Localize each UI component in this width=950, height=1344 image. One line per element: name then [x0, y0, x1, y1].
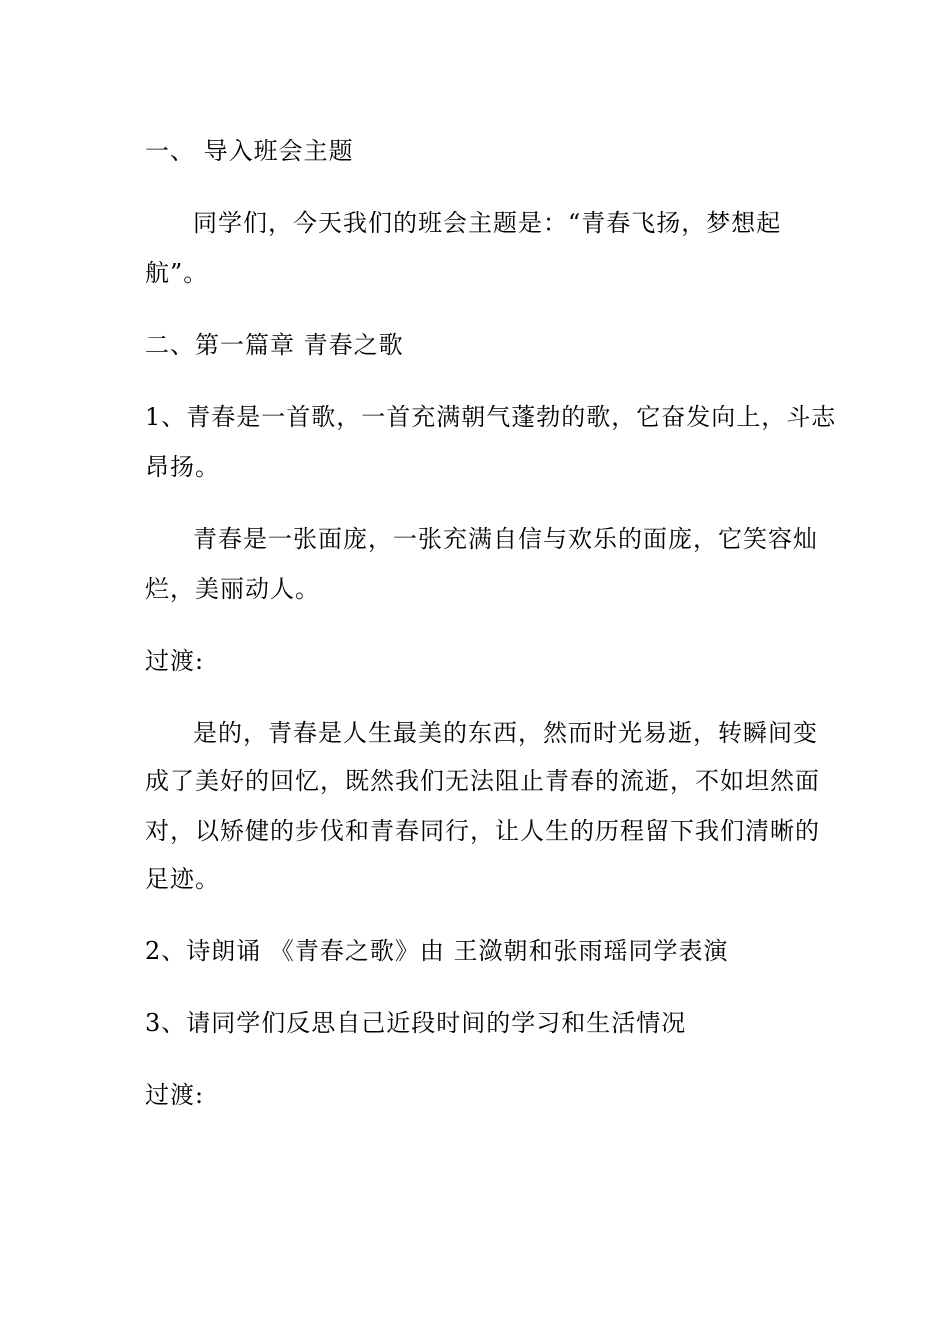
paragraph-line: 昂扬。	[145, 453, 220, 481]
list-item-poem-recital: 2、诗朗诵 《青春之歌》由 王潋朝和张雨瑶同学表演	[145, 937, 729, 965]
paragraph-line: 对，以矫健的步伐和青春同行，让人生的历程留下我们清晰的	[145, 817, 820, 845]
paragraph-line: 烂，美丽动人。	[145, 575, 320, 603]
paragraph-line: 成了美好的回忆，既然我们无法阻止青春的流逝，不如坦然面	[145, 767, 820, 795]
paragraph-line: 同学们，今天我们的班会主题是：“青春飞扬，梦想起	[193, 209, 782, 237]
paragraph-line: 青春是一张面庞，一张充满自信与欢乐的面庞，它笑容灿	[193, 525, 818, 553]
paragraph-line: 足迹。	[145, 865, 220, 893]
section-heading-chapter-one: 二、第一篇章 青春之歌	[145, 331, 404, 359]
paragraph-line: 是的，青春是人生最美的东西，然而时光易逝，转瞬间变	[193, 719, 818, 747]
paragraph-line: 航”。	[145, 259, 209, 287]
paragraph-line: 1、青春是一首歌，一首充满朝气蓬勃的歌，它奋发向上，斗志	[145, 403, 837, 431]
transition-label: 过渡:	[145, 647, 205, 675]
transition-label: 过渡:	[145, 1081, 205, 1109]
section-heading-intro: 一、 导入班会主题	[145, 137, 354, 165]
list-item-reflection: 3、请同学们反思自己近段时间的学习和生活情况	[145, 1009, 687, 1037]
